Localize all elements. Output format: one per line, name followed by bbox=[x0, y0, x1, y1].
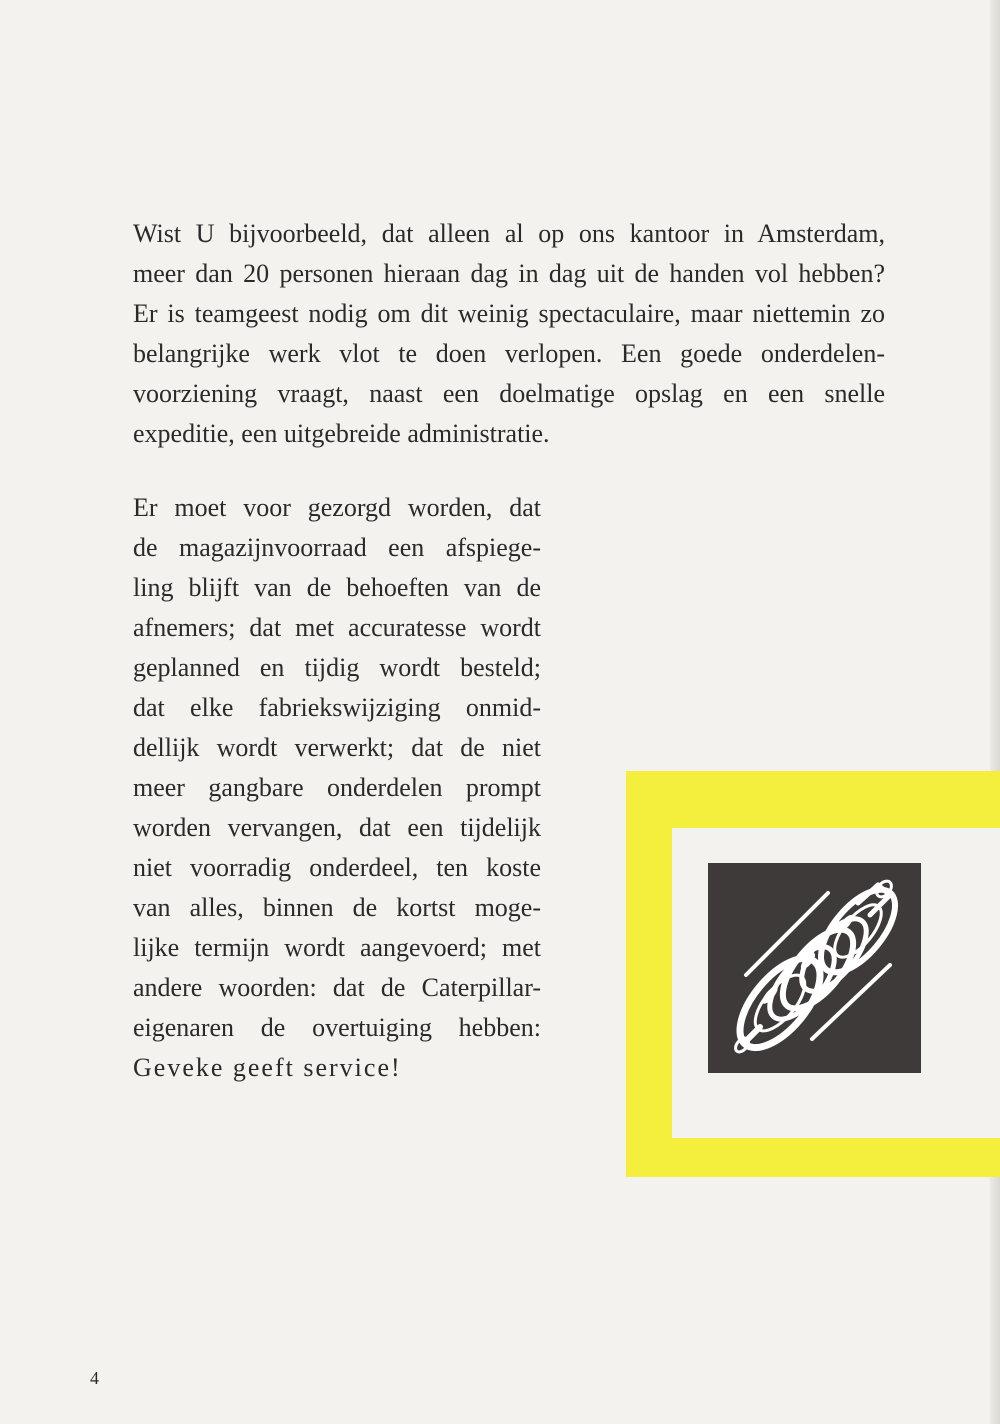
illustration-panel bbox=[708, 863, 921, 1073]
page-edge bbox=[990, 0, 1000, 1424]
service-paragraph bbox=[133, 488, 541, 1088]
paragraph-line: voorziening vraagt, naast een doelmatige opslag en een snelle bbox=[133, 379, 885, 408]
machine-part-icon bbox=[708, 863, 921, 1073]
paragraph-line: andere woorden: dat de Caterpillar- bbox=[133, 973, 541, 1002]
paragraph-line: ling blijft van de behoeften van de bbox=[133, 573, 541, 602]
page-number: 4 bbox=[90, 1368, 99, 1388]
illustration-frame bbox=[626, 771, 1000, 1177]
paragraph-line: expeditie, een uitgebreide administratie. bbox=[133, 419, 550, 448]
paragraph-line: eigenaren de overtuiging hebben: bbox=[133, 1013, 541, 1042]
paragraph-line: lijke termijn wordt aangevoerd; met bbox=[133, 933, 541, 962]
paragraph-line: Er moet voor gezorgd worden, dat bbox=[133, 493, 541, 522]
paragraph-line: afnemers; dat met accuratesse wordt bbox=[133, 613, 541, 642]
paragraph-line: meer gangbare onderdelen prompt bbox=[133, 773, 541, 802]
closing-slogan: Geveke geeft service! bbox=[133, 1053, 402, 1082]
paragraph-line: geplanned en tijdig wordt besteld; bbox=[133, 653, 541, 682]
paragraph-line: worden vervangen, dat een tijdelijk bbox=[133, 813, 541, 842]
paragraph-line: de magazijnvoorraad een afspiege- bbox=[133, 533, 541, 562]
intro-paragraph bbox=[133, 214, 885, 454]
paragraph-line: van alles, binnen de kortst moge- bbox=[133, 893, 541, 922]
paragraph-line: Wist U bijvoorbeeld, dat alleen al op ons kantoor in Amsterdam, bbox=[133, 219, 885, 248]
paragraph-line: Er is teamgeest nodig om dit weinig spectaculaire, maar niettemin zo bbox=[133, 299, 885, 328]
paragraph-line: belangrijke werk vlot te doen verlopen. Een goede onderdelen- bbox=[133, 339, 885, 368]
paragraph-line: dat elke fabriekswijziging onmid- bbox=[133, 693, 541, 722]
paragraph-line: meer dan 20 personen hieraan dag in dag uit de handen vol hebben? bbox=[133, 259, 885, 288]
paragraph-line: niet voorradig onderdeel, ten koste bbox=[133, 853, 541, 882]
paragraph-line: dellijk wordt verwerkt; dat de niet bbox=[133, 733, 541, 762]
